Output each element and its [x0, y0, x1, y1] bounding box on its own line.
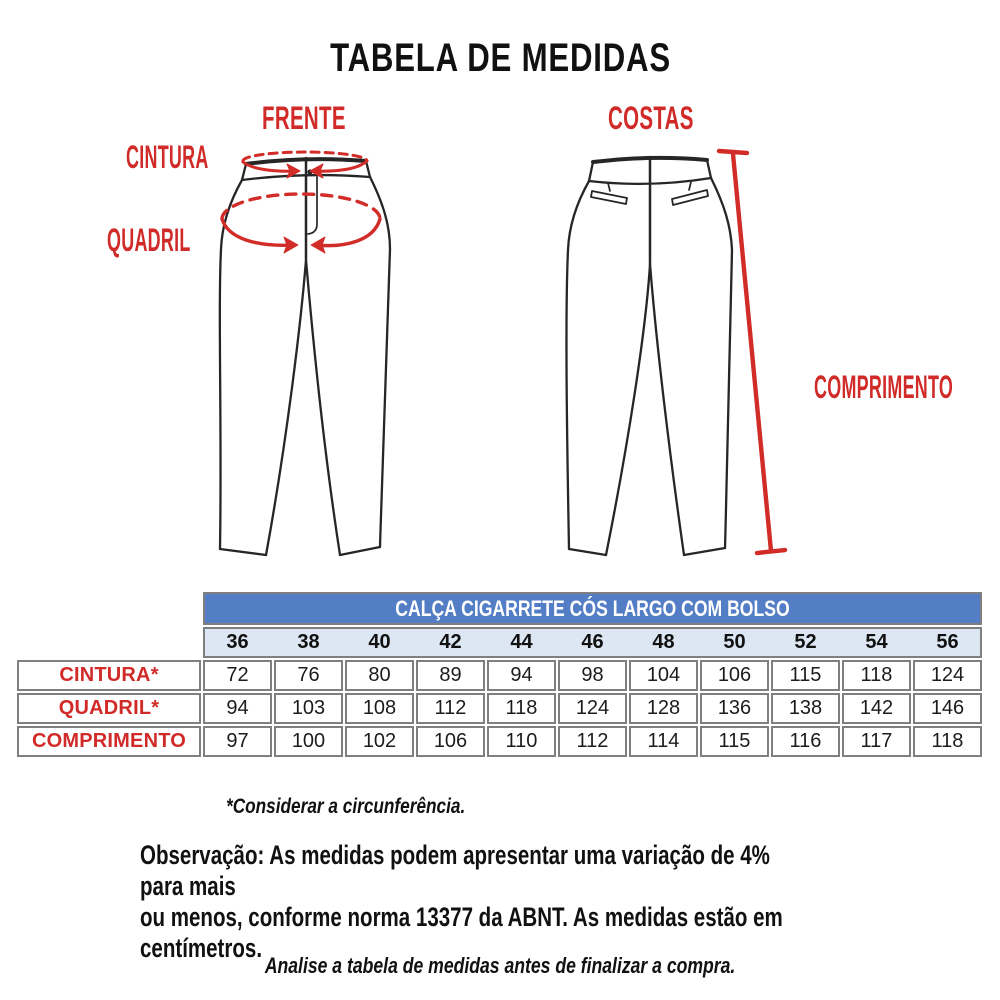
table-title-row: [17, 592, 982, 625]
measure-value-cell: 115: [700, 726, 769, 757]
table-title-cell: CALÇA CIGARRETE CÓS LARGO COM BOLSO: [203, 592, 982, 625]
size-cell: 44: [510, 631, 533, 653]
measure-value-cell: 97: [203, 726, 272, 757]
row-label-cell: CINTURA*: [17, 660, 201, 691]
measure-value-cell: 76: [274, 660, 343, 691]
empty-corner-cell: [17, 627, 201, 658]
measure-value-cell: 124: [913, 660, 982, 691]
measurements-table: [15, 590, 984, 759]
measure-value-cell: 80: [345, 660, 414, 691]
table-row-waist: [17, 660, 982, 691]
front-view-label: FRENTE: [262, 100, 346, 136]
waist-label: CINTURA: [126, 139, 209, 175]
empty-corner-cell: [17, 592, 201, 625]
size-cell: 50: [723, 631, 746, 653]
observation-line: centímetros.: [140, 933, 263, 963]
measure-value-cell: 103: [274, 693, 343, 724]
measure-value-cell: 116: [771, 726, 840, 757]
hip-label: QUADRIL: [107, 222, 191, 258]
right-welt-pocket: [672, 190, 708, 205]
page-title: TABELA DE MEDIDAS: [329, 36, 671, 80]
measure-value-cell: 98: [558, 660, 627, 691]
measure-value-cell: 112: [416, 693, 485, 724]
back-view-label: COSTAS: [608, 100, 694, 136]
size-cell: 38: [297, 631, 320, 653]
measure-value-cell: 102: [345, 726, 414, 757]
size-cell: 52: [794, 631, 817, 653]
measure-value-cell: 114: [629, 726, 698, 757]
measure-value-cell: 104: [629, 660, 698, 691]
size-cell: 42: [439, 631, 462, 653]
measure-value-cell: 118: [487, 693, 556, 724]
size-cell: 36: [226, 631, 249, 653]
pants-diagram: [0, 130, 1000, 570]
observation-note: [140, 840, 794, 964]
measure-value-cell: 118: [913, 726, 982, 757]
measure-value-cell: 112: [558, 726, 627, 757]
table-sizes-row: [17, 627, 982, 658]
row-label-cell: COMPRIMENTO: [17, 726, 201, 757]
measure-value-cell: 100: [274, 726, 343, 757]
size-cell: 48: [652, 631, 675, 653]
asterisk-note: *Considerar a circunferência.: [226, 795, 466, 818]
size-cell: 40: [368, 631, 391, 653]
size-cell: 54: [865, 631, 888, 653]
sizes-band: [203, 627, 982, 658]
measure-value-cell: 94: [487, 660, 556, 691]
size-cell: 56: [936, 631, 959, 653]
measure-value-cell: 142: [842, 693, 911, 724]
measure-value-cell: 106: [700, 660, 769, 691]
length-label: COMPRIMENTO: [814, 369, 954, 405]
final-note: Analise a tabela de medidas antes de finalizar a compra.: [264, 953, 736, 978]
measure-value-cell: 94: [203, 693, 272, 724]
measure-value-cell: 138: [771, 693, 840, 724]
hip-measure-ellipse: [222, 194, 380, 253]
measure-value-cell: 106: [416, 726, 485, 757]
measure-value-cell: 118: [842, 660, 911, 691]
observation-line: ou menos, conforme norma 13377 da ABNT. As medidas estão em: [140, 902, 783, 932]
measure-value-cell: 124: [558, 693, 627, 724]
measure-value-cell: 110: [487, 726, 556, 757]
size-cell: 46: [581, 631, 604, 653]
row-label-cell: QUADRIL*: [17, 693, 201, 724]
table-row-length: [17, 726, 982, 757]
measure-value-cell: 108: [345, 693, 414, 724]
measure-value-cell: 72: [203, 660, 272, 691]
observation-line: Observação: As medidas podem apresentar uma variação de 4% para mais: [140, 840, 770, 901]
measure-value-cell: 136: [700, 693, 769, 724]
back-pants-drawing: [566, 157, 732, 555]
measure-value-cell: 128: [629, 693, 698, 724]
measure-value-cell: 117: [842, 726, 911, 757]
measure-value-cell: 115: [771, 660, 840, 691]
front-pants-drawing: [220, 158, 390, 555]
measure-value-cell: 146: [913, 693, 982, 724]
table-row-hip: [17, 693, 982, 724]
left-welt-pocket: [591, 191, 627, 204]
measure-value-cell: 89: [416, 660, 485, 691]
